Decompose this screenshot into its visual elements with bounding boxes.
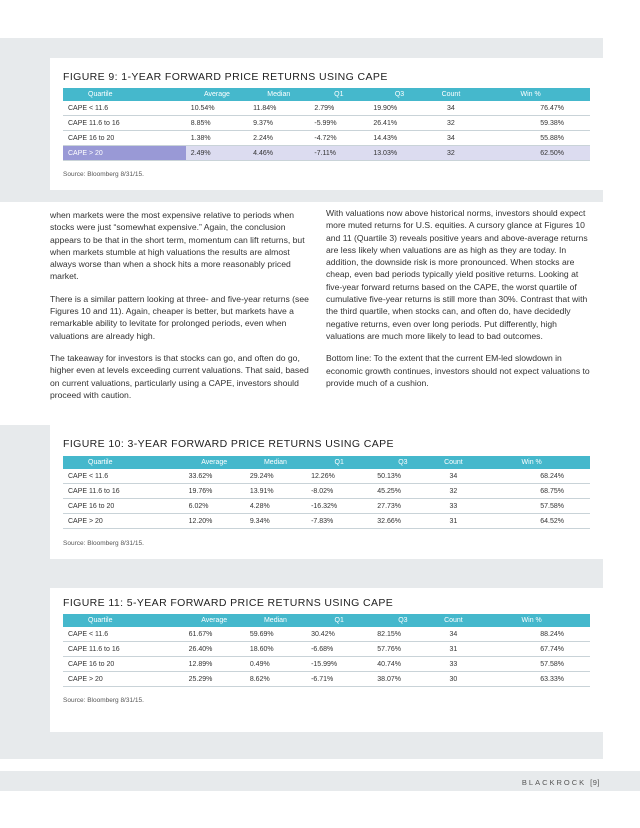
header-quartile: Quartile [63, 614, 184, 627]
header-win: Win % [473, 456, 590, 469]
figure-11-title: FIGURE 11: 5-YEAR FORWARD PRICE RETURNS USING CAPE [63, 597, 394, 609]
cell-median: 4.46% [248, 146, 309, 161]
cell-count: 34 [434, 627, 474, 642]
cell-median: 0.49% [245, 657, 306, 672]
header-q1: Q1 [306, 614, 372, 627]
cell-count: 30 [434, 672, 474, 687]
cell-q1: -15.99% [306, 657, 372, 672]
body-paragraph: Bottom line: To the extent that the current EM-led slowdown in economic growth continues, investors should not expect valuations to provide much of a cushion. [326, 353, 590, 388]
cell-q3: 14.43% [368, 131, 430, 146]
cell-quartile: CAPE 11.6 to 16 [63, 116, 186, 131]
cell-q3: 45.25% [372, 484, 433, 499]
cell-q1: -5.99% [309, 116, 368, 131]
cell-quartile: CAPE 11.6 to 16 [63, 642, 184, 657]
cell-win: 57.58% [473, 657, 590, 672]
cell-count: 32 [431, 116, 472, 131]
cell-q1: -6.68% [306, 642, 372, 657]
table-row-highlighted [63, 146, 590, 161]
cell-q1: -7.11% [309, 146, 368, 161]
header-average: Average [186, 88, 248, 101]
body-paragraph: The takeaway for investors is that stocks can go, and often do go, higher even at levels exceeding current valuations. That said, based on current valuations, particularly using a CAPE, investors should proceed with caution. [50, 352, 309, 400]
figure-9-title: FIGURE 9: 1-YEAR FORWARD PRICE RETURNS USING CAPE [63, 71, 388, 83]
figure-10-table [63, 456, 590, 529]
table-header-row [63, 456, 590, 469]
cell-median: 8.62% [245, 672, 306, 687]
header-q1: Q1 [306, 456, 372, 469]
figure-11-source: Source: Bloomberg 8/31/15. [63, 697, 144, 704]
cell-quartile: CAPE 16 to 20 [63, 657, 184, 672]
table-row [63, 484, 590, 499]
cell-average: 10.54% [186, 101, 248, 116]
header-median: Median [245, 456, 306, 469]
cell-count: 32 [431, 146, 472, 161]
header-quartile: Quartile [63, 88, 186, 101]
cell-win: 67.74% [473, 642, 590, 657]
figure-9-table [63, 88, 590, 161]
body-paragraph: With valuations now above historical norms, investors should expect more muted returns for U.S. equities. A cursory glance at Figures 10 and 11 (Quartile 3) reveals positive years and above-average returns are less likely when valuations are as high as they are today. In addition, the downside risk is more pronounced. When stocks are cheap, even bad periods typically yield positive returns. Looking at five-year forward returns based on the CAPE, the worst quartile of cumulative five-year returns is still more than 30%. Contrast that with the third quartile, when stocks can, and often do, have decidedly negative returns, even over long periods. Put differently, high valuations are much more likely to lead to bad outcomes. [326, 208, 588, 341]
body-left-column [50, 209, 318, 411]
cell-q1: -8.02% [306, 484, 372, 499]
header-count: Count [434, 614, 474, 627]
cell-win: 88.24% [473, 627, 590, 642]
header-count: Count [431, 88, 472, 101]
cell-count: 31 [434, 642, 474, 657]
cell-win: 59.38% [471, 116, 590, 131]
table-header-row [63, 88, 590, 101]
cell-average: 12.89% [184, 657, 245, 672]
cell-average: 8.85% [186, 116, 248, 131]
header-q3: Q3 [368, 88, 430, 101]
cell-average: 26.40% [184, 642, 245, 657]
header-win: Win % [473, 614, 590, 627]
cell-quartile: CAPE 11.6 to 16 [63, 484, 184, 499]
cell-q1: -7.83% [306, 514, 372, 529]
table-row [63, 499, 590, 514]
cell-median: 59.69% [245, 627, 306, 642]
cell-median: 4.28% [245, 499, 306, 514]
figure-9-source: Source: Bloomberg 8/31/15. [63, 171, 144, 178]
header-win: Win % [471, 88, 590, 101]
cell-quartile: CAPE < 11.6 [63, 469, 184, 484]
body-paragraph: There is a similar pattern looking at three- and five-year returns (see Figures 10 and 11). Again, cheaper is better, but markets have a remarkable ability to levitate for prolonged periods, even when valuations are already high. [50, 293, 309, 341]
table-row [63, 657, 590, 672]
cell-average: 2.49% [186, 146, 248, 161]
table-row [63, 514, 590, 529]
cell-average: 33.62% [184, 469, 245, 484]
header-q3: Q3 [372, 614, 433, 627]
table-row [63, 101, 590, 116]
cell-average: 12.20% [184, 514, 245, 529]
cell-quartile: CAPE > 20 [63, 672, 184, 687]
cell-count: 31 [434, 514, 474, 529]
cell-q1: 30.42% [306, 627, 372, 642]
cell-quartile: CAPE < 11.6 [63, 627, 184, 642]
cell-q3: 38.07% [372, 672, 433, 687]
header-quartile: Quartile [63, 456, 184, 469]
cell-average: 6.02% [184, 499, 245, 514]
header-count: Count [434, 456, 474, 469]
page-footer [522, 778, 600, 787]
header-average: Average [184, 456, 245, 469]
cell-q3: 32.66% [372, 514, 433, 529]
header-median: Median [245, 614, 306, 627]
cell-win: 64.52% [473, 514, 590, 529]
cell-average: 25.29% [184, 672, 245, 687]
page-number: [9] [590, 778, 600, 787]
cell-quartile: CAPE < 11.6 [63, 101, 186, 116]
cell-q3: 82.15% [372, 627, 433, 642]
table-row [63, 642, 590, 657]
table-row [63, 131, 590, 146]
cell-median: 2.24% [248, 131, 309, 146]
cell-median: 9.37% [248, 116, 309, 131]
cell-q3: 26.41% [368, 116, 430, 131]
header-q3: Q3 [372, 456, 433, 469]
header-average: Average [184, 614, 245, 627]
cell-quartile: CAPE > 20 [63, 146, 186, 161]
header-median: Median [248, 88, 309, 101]
table-row [63, 469, 590, 484]
cell-quartile: CAPE > 20 [63, 514, 184, 529]
brand-name: BLACKROCK [521, 778, 587, 787]
cell-q3: 27.73% [372, 499, 433, 514]
cell-average: 19.76% [184, 484, 245, 499]
figure-10-source: Source: Bloomberg 8/31/15. [63, 540, 144, 547]
cell-count: 34 [431, 131, 472, 146]
body-paragraph: when markets were the most expensive relative to periods when stocks were just “somewhat expensive.” Again, the conclusion appears to be that in the short term, momentum can lift returns, but when markets stumble at high valuations the results are almost always worse than when a shock hits a more reasonably priced market. [50, 210, 305, 282]
cell-q3: 40.74% [372, 657, 433, 672]
cell-q1: -4.72% [309, 131, 368, 146]
cell-quartile: CAPE 16 to 20 [63, 499, 184, 514]
cell-q1: 12.26% [306, 469, 372, 484]
cell-q1: -16.32% [306, 499, 372, 514]
cell-q1: 2.79% [309, 101, 368, 116]
cell-count: 34 [431, 101, 472, 116]
cell-q3: 13.03% [368, 146, 430, 161]
header-q1: Q1 [309, 88, 368, 101]
cell-average: 61.67% [184, 627, 245, 642]
table-row [63, 627, 590, 642]
figure-10-title: FIGURE 10: 3-YEAR FORWARD PRICE RETURNS USING CAPE [63, 438, 394, 450]
cell-median: 11.84% [248, 101, 309, 116]
cell-win: 62.50% [471, 146, 590, 161]
cell-median: 29.24% [245, 469, 306, 484]
cell-q3: 57.76% [372, 642, 433, 657]
cell-quartile: CAPE 16 to 20 [63, 131, 186, 146]
cell-count: 34 [434, 469, 474, 484]
cell-win: 68.24% [473, 469, 590, 484]
cell-win: 76.47% [471, 101, 590, 116]
table-header-row [63, 614, 590, 627]
cell-q3: 50.13% [372, 469, 433, 484]
cell-q3: 19.90% [368, 101, 430, 116]
cell-win: 63.33% [473, 672, 590, 687]
table-row [63, 116, 590, 131]
cell-win: 68.75% [473, 484, 590, 499]
cell-median: 13.91% [245, 484, 306, 499]
cell-count: 33 [434, 657, 474, 672]
cell-count: 32 [434, 484, 474, 499]
cell-count: 33 [434, 499, 474, 514]
cell-q1: -6.71% [306, 672, 372, 687]
cell-win: 57.58% [473, 499, 590, 514]
cell-median: 18.60% [245, 642, 306, 657]
body-right-column [326, 207, 594, 399]
cell-win: 55.88% [471, 131, 590, 146]
table-row [63, 672, 590, 687]
cell-average: 1.38% [186, 131, 248, 146]
cell-median: 9.34% [245, 514, 306, 529]
figure-11-table [63, 614, 590, 687]
